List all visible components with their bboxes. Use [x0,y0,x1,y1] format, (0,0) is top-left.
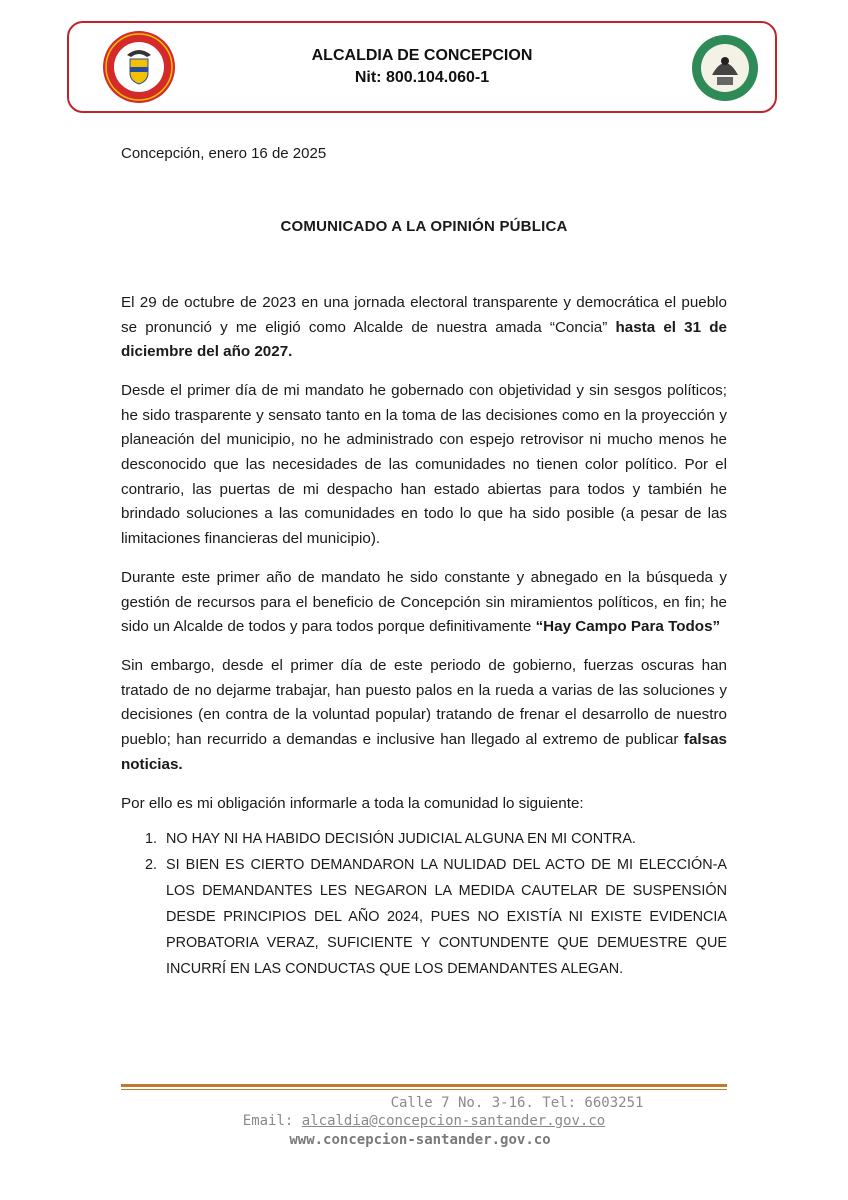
paragraph-1-emphasis: hasta el 31 de diciembre del año 2027. [121,318,727,361]
footer-rule-thick [121,1084,727,1087]
list-item [121,852,727,982]
paragraph-5: Por ello es mi obligación informarle a toda la comunidad lo siguiente: [121,794,584,812]
list-item-number: 2. [145,857,158,874]
list-item [121,826,727,852]
footer-email-line [0,1113,848,1129]
paragraph-3-text: Durante este primer año de mandato he sido constante y abnegado en la búsqueda y gestión de recursos para el beneficio de Concepción sin miramientos políticos, en fin; he sido un Alcalde de todos y para todos porque definitivamente [121,568,727,636]
paragraph-1-text: El 29 de octubre de 2023 en una jornada electoral transparente y democrática el pueblo se pronunció y me eligió como Alcalde de nuestra amada “Concia” [121,294,727,336]
list-item-text: NO HAY NI HA HABIDO DECISIÓN JUDICIAL ALGUNA EN MI CONTRA. [166,831,636,848]
letterhead [67,21,777,113]
footer-website[interactable]: www.concepcion-santander.gov.co [289,1132,551,1148]
list-item-text: SI BIEN ES CIERTO DEMANDARON LA NULIDAD DEL ACTO DE MI ELECCIÓN-A LOS DEMANDANTES LES NEGARON LA MEDIDA CAUTELAR DE SUSPENSIÓN DESDE PRINCIPIOS DEL AÑO 2024, PUES NO EXISTÍA NI EXISTE EVIDENCIA PROBATORIA VERAZ, SUFICIENTE Y CONTUNDENTE QUE DEMUESTRE QUE INCURRÍ EN LAS CONDUCTAS QUE LOS DEMANDANTES ALEGAN. [166,857,727,978]
footer-email-label: Email: [242,1113,302,1129]
paragraph-3-emphasis: “Hay Campo Para Todos” [535,618,721,636]
footer-rule-thin [121,1089,727,1090]
paragraph-1 [121,291,727,365]
footer-email-link[interactable]: alcaldia@concepcion-santander.gov.co [301,1113,606,1129]
list-item-number: 1. [145,831,158,848]
paragraph-3 [121,566,727,640]
paragraph-4 [121,654,727,777]
paragraph-4-text: Sin embargo, desde el primer día de este periodo de gobierno, fuerzas oscuras han tratado de no dejarme trabajar, han puesto palos en la rueda a varias de las soluciones y decisiones (en contra de la voluntad popular) tratando de frenar el desarrollo de nuestro pueblo; han recurrido a demandas e inclusive han llegado al extremo de publicar [121,657,727,748]
paragraph-4-emphasis: falsas noticias. [121,731,727,773]
paragraph-2: Desde el primer día de mi mandato he gobernado con objetividad y sin sesgos políticos; he sido trasparente y sensato tanto en la toma de las decisiones como en la proyección y planeación del municipio, no he administrado con espejo retrovisor ni mucho menos he desconocido que las necesidades de las comunidades no tienen color político. Por el contrario, las puertas de mi despacho han estado abiertas para todos y también he brindado soluciones a las comunidades en todo lo que ha sido posible (a pesar de las limitaciones financieras del municipio). [121,382,727,547]
letter-date: Concepción, enero 16 de 2025 [121,145,327,162]
footer-address: Calle 7 No. 3-16. Tel: 6603251 [390,1095,644,1111]
letter-body [121,291,727,982]
statement-list [121,826,727,982]
header-title: ALCALDIA DE CONCEPCION [311,47,533,64]
header-nit: Nit: 800.104.060-1 [354,69,490,86]
document-title: COMUNICADO A LA OPINIÓN PÚBLICA [280,218,568,235]
concepcion-municipal-seal-icon [690,33,760,103]
